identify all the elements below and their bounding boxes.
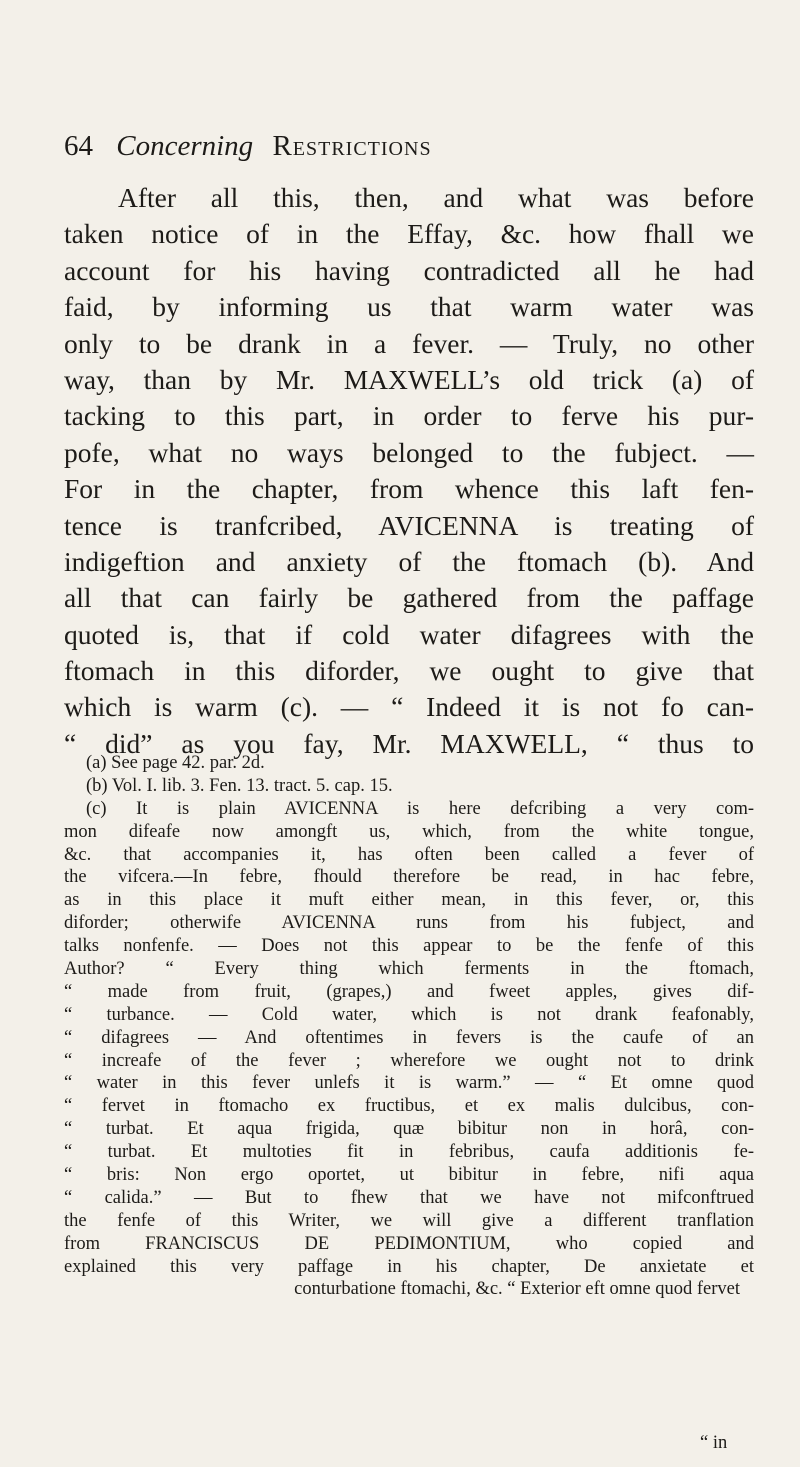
footnote-c-line: “ fervet in ftomacho ex fructibus, et ex malis dulcibus, con- bbox=[64, 1096, 754, 1117]
footnote-c-line: explained this very paffage in his chapter, De anxietate et bbox=[64, 1256, 754, 1277]
footnote-c-line: Author? “ Every thing which ferments in the ftomach, bbox=[64, 959, 754, 980]
catchword: “ in bbox=[700, 1433, 728, 1453]
body-line: tence is tranfcribed, AVICENNA is treating of bbox=[64, 509, 754, 541]
footnote-c-line: diforder; otherwife AVICENNA runs from his fubject, and bbox=[64, 913, 754, 934]
body-line: indigeftion and anxiety of the ftomach (b). And bbox=[64, 545, 754, 577]
footnote-a: (a) See page 42. par. 2d. bbox=[86, 753, 265, 773]
footnote-c-line: “ turbance. — Cold water, which is not drank feafonably, bbox=[64, 1004, 754, 1025]
body-line: tacking to this part, in order to ferve his pur- bbox=[64, 400, 754, 432]
footnote-c-line: “ calida.” — But to fhew that we have not mifconftrued bbox=[64, 1187, 754, 1208]
footnote-c-line: “ increafe of the fever ; wherefore we ought not to drink bbox=[64, 1050, 754, 1071]
body-line: After all this, then, and what was before bbox=[118, 182, 754, 213]
footnotes bbox=[64, 752, 754, 1301]
body-line: faid, by informing us that warm water was bbox=[64, 291, 754, 323]
footnote-b: (b) Vol. I. lib. 3. Fen. 13. tract. 5. cap. 15. bbox=[86, 775, 393, 796]
main-text bbox=[64, 180, 754, 762]
running-title-italic: Concerning bbox=[116, 130, 254, 162]
footnote-c-line: the vifcera.—In febre, fhould therefore be read, in hac febre, bbox=[64, 867, 754, 888]
footnote-c-line: from FRANCISCUS DE PEDIMONTIUM, who copied and bbox=[64, 1233, 754, 1254]
footnote-c-line: “ turbat. Et multoties fit in febribus, caufa additionis fe- bbox=[64, 1142, 754, 1163]
body-line: account for his having contradicted all he had bbox=[64, 254, 754, 286]
page-number: 64 bbox=[64, 130, 93, 162]
footnote-c-line: mon difeafe now amongft us, which, from the white tongue, bbox=[64, 821, 754, 842]
body-line: taken notice of in the Effay, &c. how fhall we bbox=[64, 218, 754, 250]
footnote-c-line: “ made from fruit, (grapes,) and fweet apples, gives dif- bbox=[64, 981, 754, 1002]
running-title-caps: Restrictions bbox=[272, 130, 432, 162]
body-line: pofe, what no ways belonged to the fubject. — bbox=[64, 436, 754, 468]
footnote-c-line: “ turbat. Et aqua frigida, quæ bibitur non in horâ, con- bbox=[64, 1119, 754, 1140]
body-line: For in the chapter, from whence this laft fen- bbox=[64, 473, 754, 505]
body-line: “ did” as you fay, Mr. MAXWELL, “ thus to bbox=[64, 727, 754, 759]
footnote-c-line: “ bris: Non ergo oportet, ut bibitur in febre, nifi aqua bbox=[64, 1165, 754, 1186]
footnote-c-line: conturbatione ftomachi, &c. “ Exterior eft omne quod fervet bbox=[294, 1279, 740, 1300]
body-line: ftomach in this diforder, we ought to give that bbox=[64, 655, 754, 687]
body-line: quoted is, that if cold water difagrees with the bbox=[64, 618, 754, 650]
body-line: way, than by Mr. MAXWELL’s old trick (a) of bbox=[64, 363, 754, 395]
footnote-c-line: “ difagrees — And oftentimes in fevers is the caufe of an bbox=[64, 1027, 754, 1048]
footnote-c-line: “ water in this fever unlefs it is warm.” — “ Et omne quod bbox=[64, 1073, 754, 1094]
footnote-c-line: &c. that accompanies it, has often been called a fever of bbox=[64, 844, 754, 865]
footnote-c-line: as in this place it muft either mean, in this fever, or, this bbox=[64, 890, 754, 911]
body-line: all that can fairly be gathered from the paffage bbox=[64, 582, 754, 614]
footnote-c-line: talks nonfenfe. — Does not this appear to be the fenfe of this bbox=[64, 936, 754, 957]
footnote-c-line: the fenfe of this Writer, we will give a different tranflation bbox=[64, 1210, 754, 1231]
body-line: which is warm (c). — “ Indeed it is not fo can- bbox=[64, 691, 754, 723]
body-line: only to be drank in a fever. — Truly, no other bbox=[64, 327, 754, 359]
running-header bbox=[64, 124, 744, 168]
footnote-c-line: (c) It is plain AVICENNA is here defcribing a very com- bbox=[86, 798, 754, 819]
